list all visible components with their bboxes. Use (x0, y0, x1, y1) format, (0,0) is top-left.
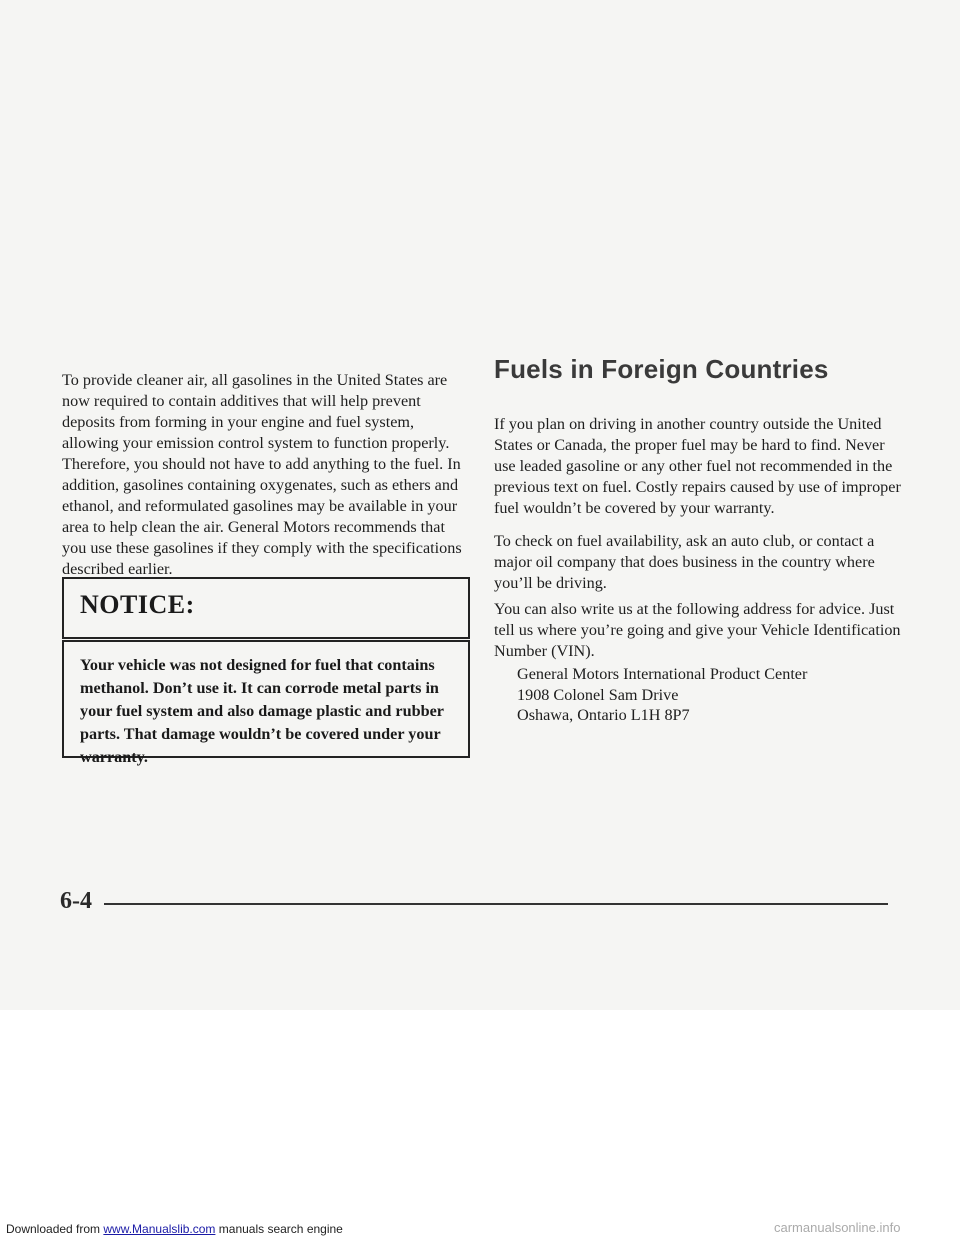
page-number: 6-4 (60, 888, 92, 914)
footer-rule (104, 903, 888, 905)
mailing-address (517, 664, 897, 726)
additives-paragraph: To provide cleaner air, all gasolines in the United States are now required to contain additives that will help prevent deposits from forming in your engine and fuel system, allowing your emission control system to function properly. Therefore, you should not have to add anything to the fuel. In addition, gasolines containing oxygenates, such as ethers and ethanol, and reformulated gasolines may be available in your area to help clean the air. General Motors recommends that you use these gasolines if they comply with the specifications described earlier. (62, 371, 462, 579)
notice-body: Your vehicle was not designed for fuel that contains methanol. Don’t use it. It can corrode metal parts in your fuel system and also damage plastic and rubber parts. That damage wouldn’t be covered under your warranty. (80, 656, 444, 766)
download-footer (6, 1222, 343, 1236)
footer-prefix: Downloaded from (6, 1222, 104, 1236)
foreign-fuel-paragraph: If you plan on driving in another country outside the United States or Canada, the proper fuel may be hard to find. Never use leaded gasoline or any other fuel not recommended in the previous text on fuel. Costly repairs caused by use of improper fuel wouldn’t be covered by your warranty. (494, 415, 901, 518)
notice-box (62, 640, 470, 766)
notice-header-box (62, 577, 470, 639)
fuel-availability-paragraph: To check on fuel availability, ask an auto club, or contact a major oil company that does business in the country where you’ll be driving. (494, 532, 875, 593)
watermark-text: carmanualsonline.info (774, 1220, 901, 1235)
write-us-paragraph: You can also write us at the following address for advice. Just tell us where you’re going and give your Vehicle Identification Number (VIN). (494, 600, 901, 661)
manualslib-link[interactable]: www.Manualslib.com (103, 1222, 216, 1236)
section-heading: Fuels in Foreign Countries (494, 354, 829, 384)
notice-title: NOTICE: (80, 590, 195, 619)
footer-suffix: manuals search engine (215, 1222, 343, 1236)
address-line: General Motors International Product Center (517, 665, 808, 683)
address-line: Oshawa, Ontario L1H 8P7 (517, 706, 690, 724)
address-line: 1908 Colonel Sam Drive (517, 685, 679, 704)
